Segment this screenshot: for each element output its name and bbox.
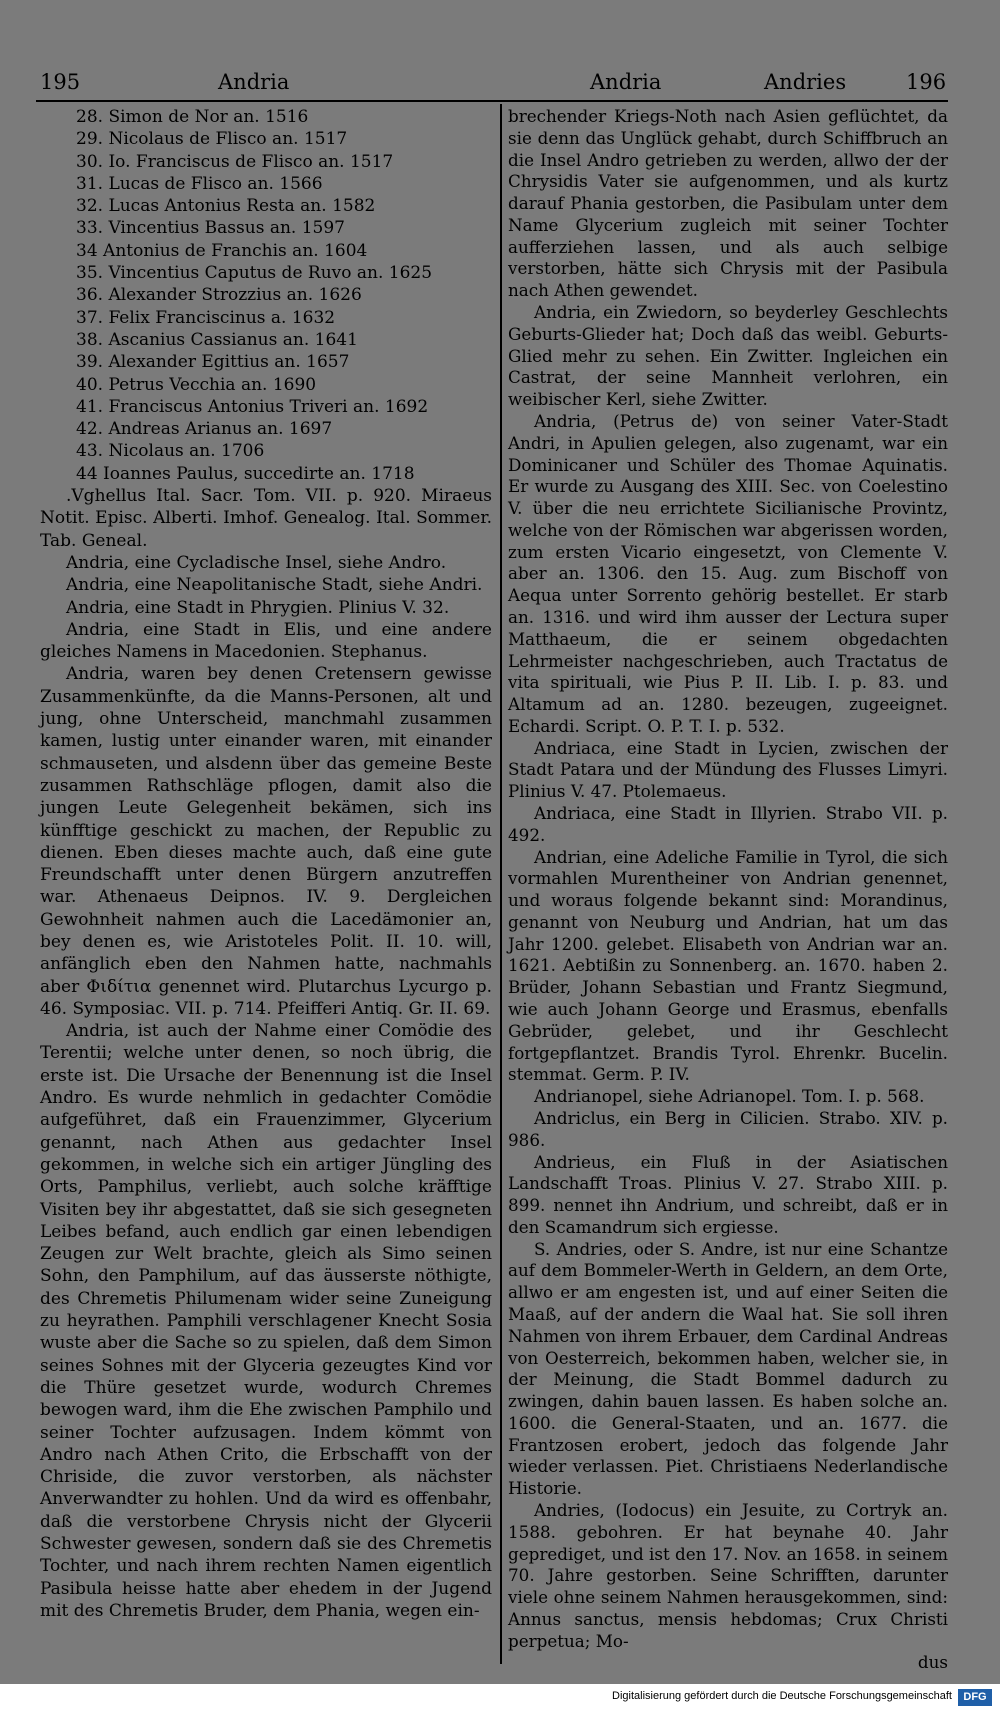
- list-item: 43. Nicolaus an. 1706: [76, 441, 265, 462]
- footer-credit: Digitalisierung gefördert durch die Deutsche Forschungsgemeinschaft: [612, 1690, 952, 1702]
- dfg-logo-icon: DFG: [958, 1689, 992, 1706]
- entry-paragraph: Andries, (Iodocus) ein Jesuite, zu Cortryk an. 1588. gebohren. Er hat beynahe 40. Jahr geprediget, und ist den 17. Nov. an 1658. in seinem 70. Jahre gestorben. Seine Schrifften, darunter viele ohne seinem Nahmen herausgekommen, sind: Annus sanctus, mensis hebdomas; Crux Christi perpetua; Mo-: [508, 1500, 948, 1651]
- list-item: 31. Lucas de Flisco an. 1566: [76, 173, 323, 194]
- entry-paragraph: Andria, eine Stadt in Elis, und eine andere gleiches Namens in Macedonien. Stephanus.: [40, 619, 492, 663]
- list-item: 39. Alexander Egittius an. 1657: [76, 352, 350, 373]
- list-item: 28. Simon de Nor an. 1516: [76, 107, 309, 127]
- column-separator: [500, 104, 502, 1664]
- header-rule: [36, 100, 948, 102]
- list-item: 35. Vincentius Caputus de Ruvo an. 1625: [76, 263, 433, 284]
- entry-paragraph: Andriaca, eine Stadt in Illyrien. Strabo VII. p. 492.: [508, 803, 948, 845]
- entry-paragraph: Andria, ist auch der Nahme einer Comödie des Terentii; welche unter denen, so noch übrig, die erste ist. Die Ursache der Benennung ist die Insel Andro. Es wurde nehmlich in gedachter Comödie aufgeführet, daß ein Frauenzimmer, Glycerium genannt, nach Athen aus gedachter Insel gekommen, in welche sich ein artiger Jüngling des Orts, Pamphilus, verliebt, auch solche kräfftige Visiten bey ihr abgestattet, daß sie sich gesegneten Leibes befand, auch endlich gar einen lebendigen Zeugen zur Welt brachte, gleich als Simo seinen Sohn, den Pamphilum, auf das äusserste nöthigte, des Chremetis Philumenam wider seine Zuneigung zu heyrathen. Pamphili verschlagener Knecht Sosia wuste aber die Sache so zu spielen, daß dem Simon seines Sohnes mit der Glyceria gezeugtes Kind vor die Thüre gesetzet wurde, wodurch Chremes bewogen ward, ihm die Ehe zwischen Pamphilo und seiner Tochter aufzusagen. Indem kömmt von Andro nach Athen Crito, die Erbschafft von der Chriside, die zuvor verstorben, als nächster Anverwandter zu hohlen. Und da wird es offenbahr, daß die verstorbene Chrysis nicht der Glycerii Schwester gewesen, sondern daß sie des Chremetis Tochter, und nach ihrem rechten Namen eigentlich Pasibula heisse hatte aber ehedem in der Jugend mit des Chremetis Bruder, dem Phania, wegen ein-: [40, 1021, 492, 1621]
- list-item: 40. Petrus Vecchia an. 1690: [76, 374, 317, 395]
- entry-paragraph: Andriaca, eine Stadt in Lycien, zwischen der Stadt Patara und der Mündung des Flusses Limyri. Plinius V. 47. Ptolemaeus.: [508, 737, 948, 802]
- list-item: 38. Ascanius Cassianus an. 1641: [76, 329, 358, 350]
- entry-paragraph: S. Andries, oder S. Andre, ist nur eine Schantze auf dem Bommeler-Werth in Geldern, an dem Orte, allwo er am engesten ist, und auf einer Seiten die Maaß, auf der andern die Waal hat. Sie soll ihren Nahmen von ihrem Erbauer, dem Cardinal Andreas von Oesterreich, bekommen haben, welcher sie, in der Meinung, die Stadt Bommel dadurch zu zwingen, dahin bauen lassen. Es haben solche an. 1600. die General-Staaten, und an. 1677. die Frantzosen erobert, jedoch das folgende Jahr wieder verlassen. Piet. Christiaens Nederlandische Historie.: [508, 1238, 948, 1499]
- entry-paragraph: Andriclus, ein Berg in Cilicien. Strabo. XIV. p. 986.: [508, 1107, 948, 1150]
- entry-paragraph: Andria, (Petrus de) von seiner Vater-Stadt Andri, in Apulien gelegen, also zugenamt, war ein Dominicaner und Schüler des Thomae Aquinatis. Er wurde zu Ausgang des XIII. Sec. von Coelestino V. über die neu errichtete Sicilianische Provintz, welche von der Römischen war abgerissen worden, zum ersten Vicario eingesetzt, von Clemente V. aber an. 1306. den 15. Aug. zum Bischoff von Aequa unter Sorrento gehörig bestellet. Er starb an. 1316. und wird ihm ausser der Lectura super Matthaeum, die er seinem obgedachten Lehrmeister nachgeschrieben, auch Tractatus de vita spirituali, wie Pius P. II. Lib. I. p. 83. und Altamum ad an. 1280. bezeugen, zugeeignet. Echardi. Script. O. P. T. I. p. 532.: [508, 410, 948, 736]
- list-item: 36. Alexander Strozzius an. 1626: [76, 285, 362, 306]
- list-item: 29. Nicolaus de Flisco an. 1517: [76, 129, 348, 150]
- list-item: 34 Antonius de Franchis an. 1604: [76, 240, 368, 261]
- catchword: dus: [917, 1652, 948, 1673]
- list-item: 42. Andreas Arianus an. 1697: [76, 419, 333, 440]
- entry-paragraph: Andria, eine Neapolitanische Stadt, siehe Andri.: [66, 575, 483, 596]
- entry-paragraph: Andria, eine Stadt in Phrygien. Plinius V. 32.: [66, 597, 450, 618]
- list-item: 33. Vincentius Bassus an. 1597: [76, 218, 345, 239]
- right-page-number: 196: [906, 70, 947, 94]
- left-column: [40, 106, 492, 1622]
- left-running-title: Andria: [218, 70, 290, 94]
- right-running-title-b: Andries: [764, 70, 847, 94]
- entry-paragraph: Andrieus, ein Fluß in der Asiatischen Landschafft Troas. Plinius V. 27. Strabo XIII. p. 899. nennet ihn Andrium, und schreibt, daß er in den Scamandrum sich ergiesse.: [508, 1151, 948, 1237]
- entry-paragraph: brechender Kriegs-Noth nach Asien geflüchtet, da sie denn das Unglück gehabt, durch Schiffbruch an die Insel Andro getrieben zu werden, allwo der der Chrysidis Vater sie aufgenommen, und als kurtz darauf Phania gestorben, die Pasibulam unter dem Name Glycerium zugleich mit seiner Tochter aufferziehen lassen, und als auch selbige verstorben, hätte sich Chrysis mit der Pasibula nach Athen gewendet.: [508, 106, 948, 301]
- list-item: 41. Franciscus Antonius Triveri an. 1692: [76, 396, 429, 417]
- entry-paragraph: Andria, waren bey denen Cretensern gewisse Zusammenkünfte, da die Manns-Personen, alt und jung, ohne Unterscheid, manchmahl zusammen kamen, lustig unter einander waren, mit einander schmauseten, und alsdenn über das gemeine Beste zusammen Rathschläge pflogen, damit also die jungen Leute Gelegenheit bekämen, sich ins künfftige geschickt zu machen, der Republic zu dienen. Eben dieses machte auch, daß eine gute Freundschafft unter denen Bürgern anzutreffen war. Athenaeus Deipnos. IV. 9. Dergleichen Gewohnheit nahmen auch die Lacedämonier an, bey denen es, wie Aristoteles Polit. II. 10. will, anfänglich eben den Nahmen hatte, nachmahls aber Φιδίτια genennet wird. Plutarchus Lycurgo p. 46. Symposiac. VII. p. 714. Pfeifferi Antiq. Gr. II. 69.: [40, 664, 492, 1019]
- list-item: 32. Lucas Antonius Resta an. 1582: [76, 196, 376, 217]
- entry-paragraph: Andrian, eine Adeliche Familie in Tyrol, die sich vormahlen Murentheiner von Andrian genennet, und woraus folgende bekannt sind: Morandinus, genannt von Neuburg und Andrian, hat um das Jahr 1200. gelebet. Elisabeth von Andrian war an. 1621. Aebtißin zu Sonnenberg. an. 1670. haben 2. Brüder, Johann Sebastian und Frantz Siegmund, wie auch Johann George und Erasmus, ebenfalls Gebrüder, gelebet, und ihr Geschlecht fortgepflantzet. Brandis Tyrol. Ehrenkr. Bucelin. stemmat. Germ. P. IV.: [508, 846, 948, 1085]
- right-running-title-a: Andria: [590, 70, 662, 94]
- right-column: [508, 106, 948, 1674]
- entry-paragraph: Andria, eine Cycladische Insel, siehe Andro.: [66, 552, 447, 573]
- left-page-number: 195: [40, 70, 81, 94]
- entry-paragraph: Andria, ein Zwiedorn, so beyderley Geschlechts Geburts-Glieder hat; Doch daß das weibl. Geburts-Glied mehr zu sehen. Ein Zwitter. Ingleichen ein Castrat, der seine Mannheit verlohren, ein weibischer Kerl, siehe Zwitter.: [508, 302, 948, 410]
- list-item: 37. Felix Franciscinus a. 1632: [76, 307, 336, 328]
- entry-paragraph: Andrianopel, siehe Adrianopel. Tom. I. p. 568.: [534, 1086, 925, 1107]
- list-item: 44 Ioannes Paulus, succedirte an. 1718: [76, 463, 415, 484]
- list-item: 30. Io. Franciscus de Flisco an. 1517: [76, 151, 394, 172]
- source-citation: .Vghellus Ital. Sacr. Tom. VII. p. 920. Miraeus Notit. Episc. Alberti. Imhof. Genealog. Ital. Sommer. Tab. Geneal.: [40, 486, 492, 551]
- footer-bar: [0, 1684, 1000, 1714]
